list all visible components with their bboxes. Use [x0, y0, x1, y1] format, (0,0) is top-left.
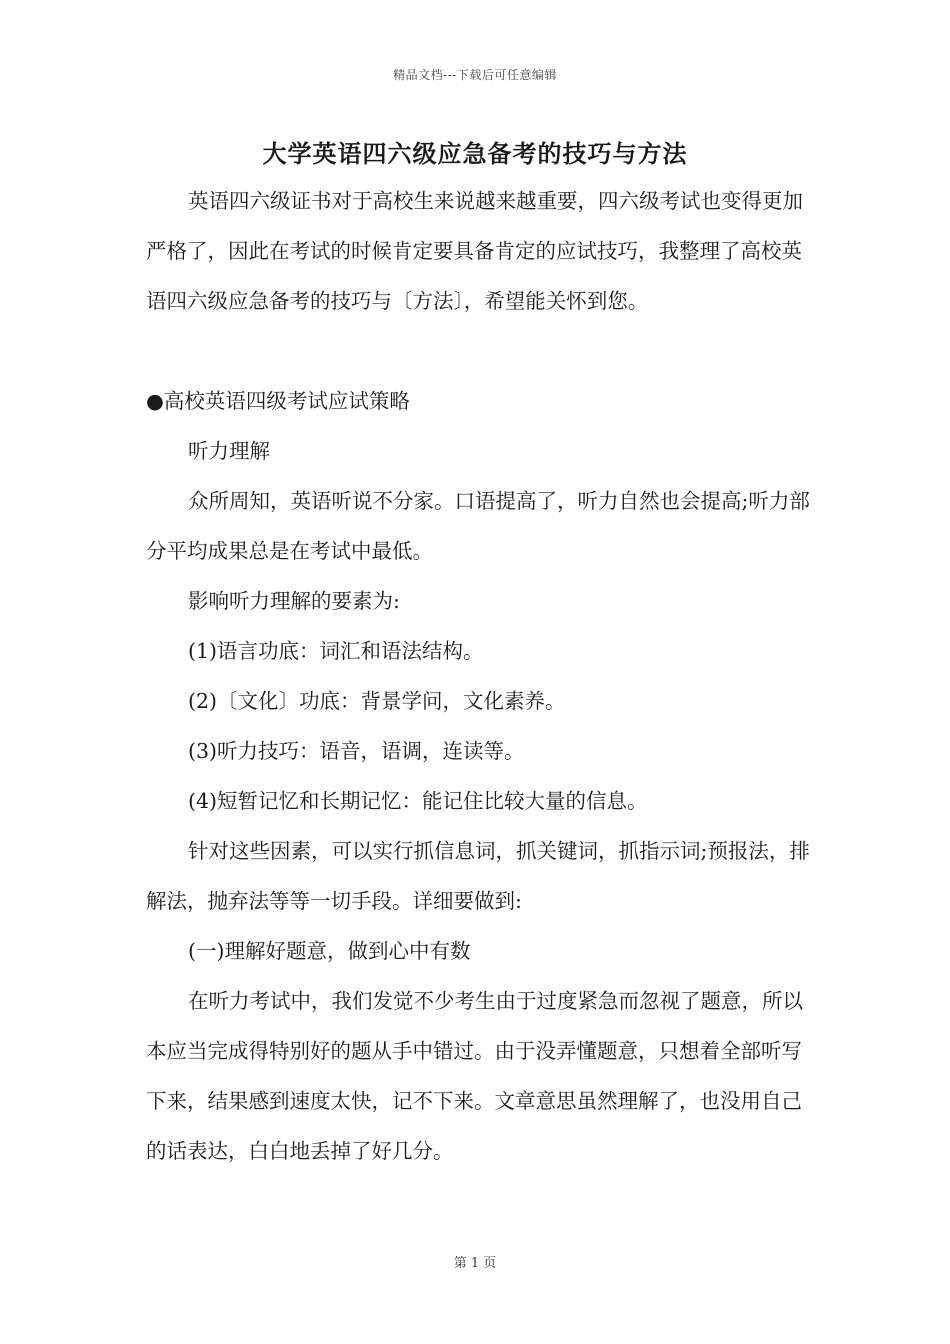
document-body [146, 176, 810, 1176]
body-paragraph: 众所周知，英语听说不分家。口语提高了，听力自然也会提高;听力部分平均成果总是在考试中最低。 [146, 489, 810, 563]
factors-intro: 影响听力理解的要素为: [188, 589, 400, 613]
paragraph-spacer [146, 326, 810, 376]
section-heading: ●高校英语四级考试应试策略 [146, 389, 410, 413]
list-item: (3)听力技巧：语音，语调，连读等。 [188, 739, 525, 763]
subheading: 听力理解 [188, 439, 270, 463]
point-heading: (一)理解好题意，做到心中有数 [188, 939, 471, 963]
list-item: (1)语言功底：词汇和语法结构。 [188, 639, 484, 663]
list-item: (2)〔文化〕功底：背景学问，文化素养。 [188, 689, 566, 713]
page-header: 精品文档---下载后可任意编辑 [393, 68, 557, 82]
list-item: (4)短暂记忆和长期记忆：能记住比较大量的信息。 [188, 789, 648, 813]
body-paragraph: 在听力考试中，我们发觉不少考生由于过度紧急而忽视了题意，所以本应当完成得特别好的题从手中错过。由于没弄懂题意，只想着全部听写下来，结果感到速度太快，记不下来。文章意思虽然理解了，也没用自己的话表达，白白地丢掉了好几分。 [146, 989, 803, 1163]
document-title: 大学英语四六级应急备考的技巧与方法 [262, 139, 688, 168]
page-number: 第 1 页 [453, 1256, 497, 1271]
body-paragraph: 针对这些因素，可以实行抓信息词，抓关键词，抓指示词;预报法，排解法，抛弃法等等一切手段。详细要做到: [146, 839, 810, 913]
intro-paragraph: 英语四六级证书对于高校生来说越来越重要，四六级考试也变得更加严格了，因此在考试的时候肯定要具备肯定的应试技巧，我整理了高校英语四六级应急备考的技巧与〔方法〕，希望能关怀到您。 [146, 189, 803, 313]
